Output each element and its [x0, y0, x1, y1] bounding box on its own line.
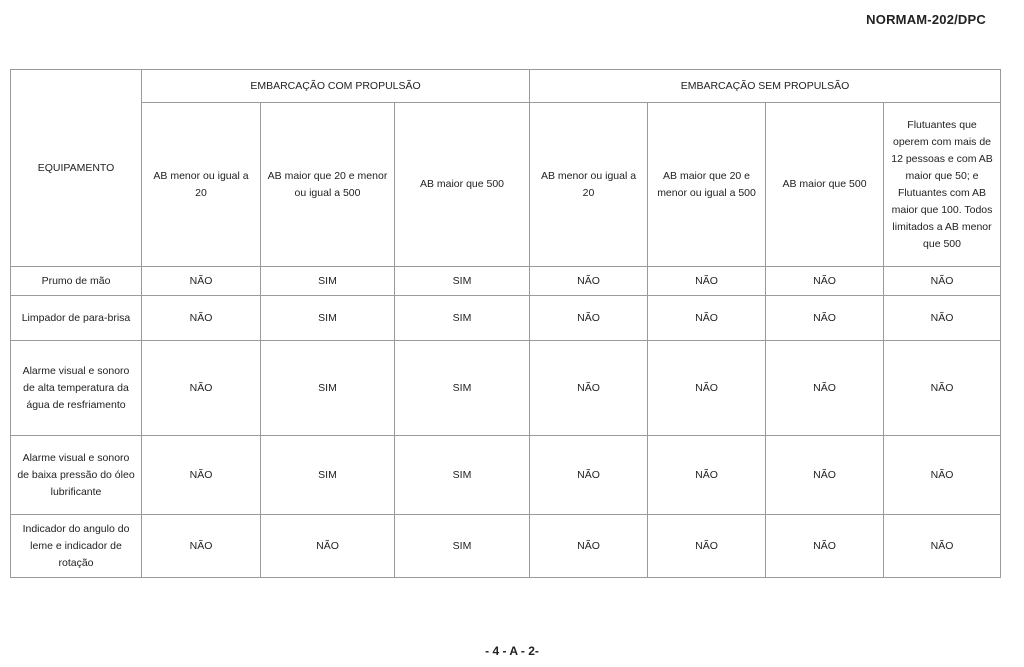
table-cell: NÃO	[766, 267, 884, 296]
table-cell: NÃO	[884, 267, 1001, 296]
table-cell: NÃO	[884, 341, 1001, 436]
table-cell: NÃO	[648, 267, 766, 296]
table-cell: NÃO	[142, 436, 261, 515]
table-cell: SIM	[261, 267, 395, 296]
group-header-with-propulsion: EMBARCAÇÃO COM PROPULSÃO	[142, 70, 530, 103]
table-cell: NÃO	[142, 296, 261, 341]
table-cell: NÃO	[142, 515, 261, 578]
table-cell: SIM	[261, 341, 395, 436]
table-cell: NÃO	[884, 296, 1001, 341]
table-row	[11, 436, 1001, 515]
equipment-label: Limpador de para-brisa	[11, 296, 142, 341]
column-header: AB menor ou igual a 20	[530, 103, 648, 267]
equipment-label: Alarme visual e sonoro de baixa pressão do óleo lubrificante	[11, 436, 142, 515]
column-header: AB maior que 20 e menor ou igual a 500	[648, 103, 766, 267]
table-cell: NÃO	[530, 341, 648, 436]
table-cell: NÃO	[530, 515, 648, 578]
table-cell: NÃO	[530, 296, 648, 341]
column-header: AB maior que 500	[766, 103, 884, 267]
table-cell: SIM	[395, 515, 530, 578]
group-header-without-propulsion: EMBARCAÇÃO SEM PROPULSÃO	[530, 70, 1001, 103]
table-cell: NÃO	[766, 515, 884, 578]
equipment-table	[10, 69, 1001, 578]
table-cell: NÃO	[766, 296, 884, 341]
table-row	[11, 267, 1001, 296]
equipment-label: Indicador do angulo do leme e indicador de rotação	[11, 515, 142, 578]
table-cell: NÃO	[766, 436, 884, 515]
table-cell: SIM	[395, 267, 530, 296]
table-cell: NÃO	[530, 436, 648, 515]
table-cell: NÃO	[648, 436, 766, 515]
table-cell: NÃO	[261, 515, 395, 578]
column-header: AB maior que 20 e menor ou igual a 500	[261, 103, 395, 267]
table-cell: SIM	[261, 436, 395, 515]
table-row	[11, 341, 1001, 436]
table-cell: SIM	[395, 296, 530, 341]
table-cell: NÃO	[884, 436, 1001, 515]
table-cell: NÃO	[648, 296, 766, 341]
document-code: NORMAM-202/DPC	[866, 12, 986, 27]
table-cell: NÃO	[884, 515, 1001, 578]
column-header: AB maior que 500	[395, 103, 530, 267]
table-cell: NÃO	[766, 341, 884, 436]
column-header: AB menor ou igual a 20	[142, 103, 261, 267]
table-cell: NÃO	[648, 515, 766, 578]
table-row	[11, 515, 1001, 578]
equipment-label: Prumo de mão	[11, 267, 142, 296]
table-cell: NÃO	[648, 341, 766, 436]
equipment-column-header: EQUIPAMENTO	[11, 70, 142, 267]
table-cell: NÃO	[530, 267, 648, 296]
table-cell: NÃO	[142, 341, 261, 436]
equipment-label: Alarme visual e sonoro de alta temperatura da água de resfriamento	[11, 341, 142, 436]
column-header: Flutuantes que operem com mais de 12 pessoas e com AB maior que 50; e Flutuantes com AB maior que 100. Todos limitados a AB menor que 500	[884, 103, 1001, 267]
page-number: - 4 - A - 2-	[485, 644, 539, 658]
table-row	[11, 296, 1001, 341]
table-cell: SIM	[395, 341, 530, 436]
table-cell: SIM	[395, 436, 530, 515]
table-cell: NÃO	[142, 267, 261, 296]
table-cell: SIM	[261, 296, 395, 341]
